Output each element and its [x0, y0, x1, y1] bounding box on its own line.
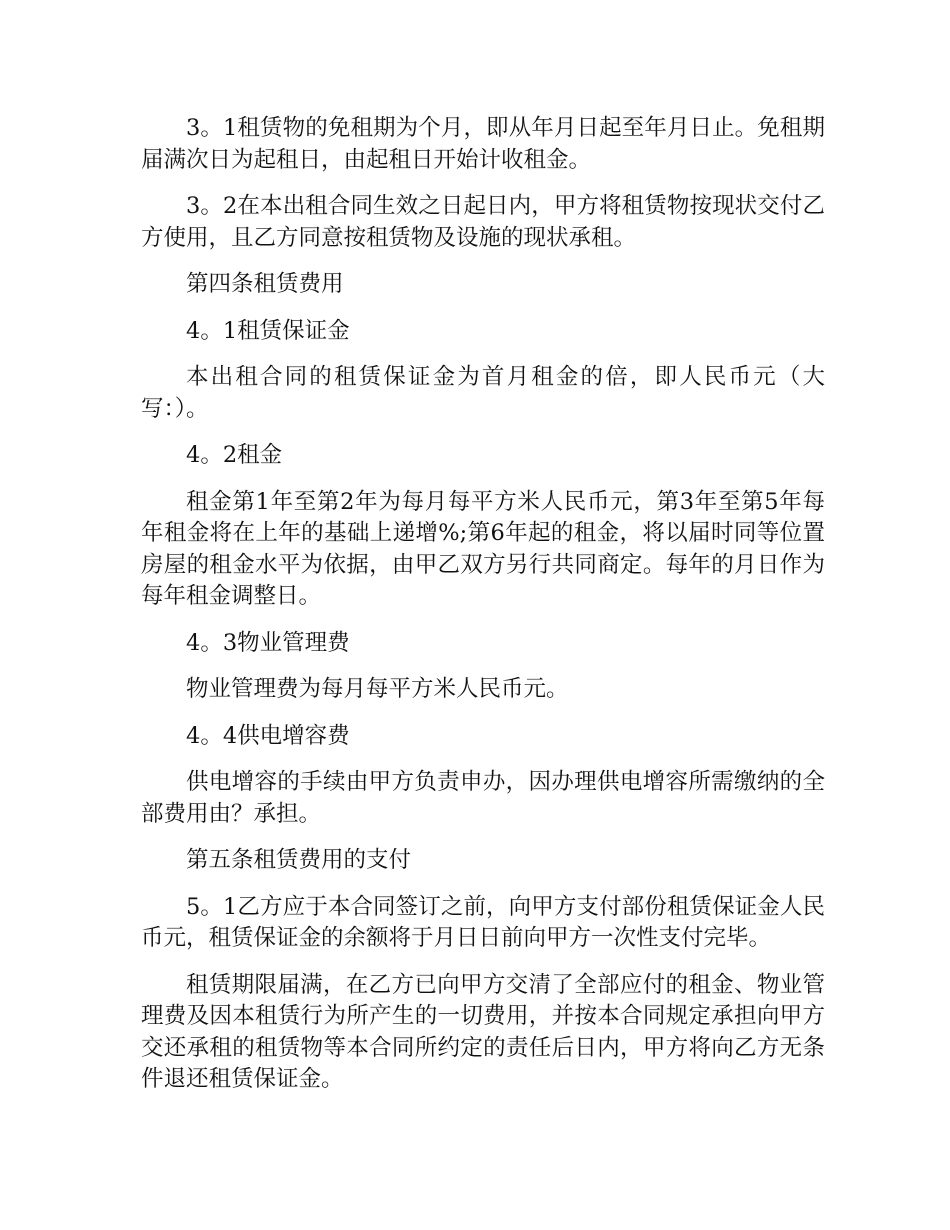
clause-4-4-heading: 4。4供电增容费: [186, 722, 350, 749]
clause-4-3-heading: 4。3物业管理费: [186, 629, 350, 656]
clause-3-2: 3。2在本出租合同生效之日起日内，甲方将租赁物按现状交付乙方使用，且乙方同意按租赁物及设施的现状承租。: [141, 193, 825, 251]
clause-4-1-text: 本出租合同的租赁保证金为首月租金的倍，即人民币元（大写：）。: [141, 364, 825, 422]
article-4-heading: 第四条租赁费用: [186, 271, 344, 297]
clause-4-4-text: 供电增容的手续由甲方负责申办，因办理供电增容所需缴纳的全部费用由？承担。: [141, 769, 825, 827]
clause-3-1: 3。1租赁物的免租期为个月，即从年月日起至年月日止。免租期届满次日为起租日，由起租日开始计收租金。: [141, 115, 825, 173]
clause-4-2-heading: 4。2租金: [186, 442, 283, 468]
document-page: [141, 113, 825, 1111]
article-5-heading: 第五条租赁费用的支付: [186, 847, 412, 873]
clause-4-2-text: 租金第1年至第2年为每月每平方米人民币元，第3年至第5年每年租金将在上年的基础上递增%;第6年起的租金，将以届时同等位置房屋的租金水平为依据，由甲乙双方另行共同商定。每年的月日作为每年租金调整日。: [141, 488, 825, 609]
clause-5-1: 5。1乙方应于本合同签订之前，向甲方支付部份租赁保证金人民币元，租赁保证金的余额将于月日日前向甲方一次性支付完毕。: [141, 893, 825, 951]
clause-4-3-text: 物业管理费为每月每平方米人民币元。: [186, 676, 569, 702]
clause-4-1-heading: 4。1租赁保证金: [186, 317, 350, 344]
deposit-refund-paragraph: 租赁期限届满，在乙方已向甲方交清了全部应付的租金、物业管理费及因本租赁行为所产生的一切费用，并按本合同规定承担向甲方交还承租的租赁物等本合同所约定的责任后日内，甲方将向乙方无条件退还租赁保证金。: [141, 971, 825, 1092]
